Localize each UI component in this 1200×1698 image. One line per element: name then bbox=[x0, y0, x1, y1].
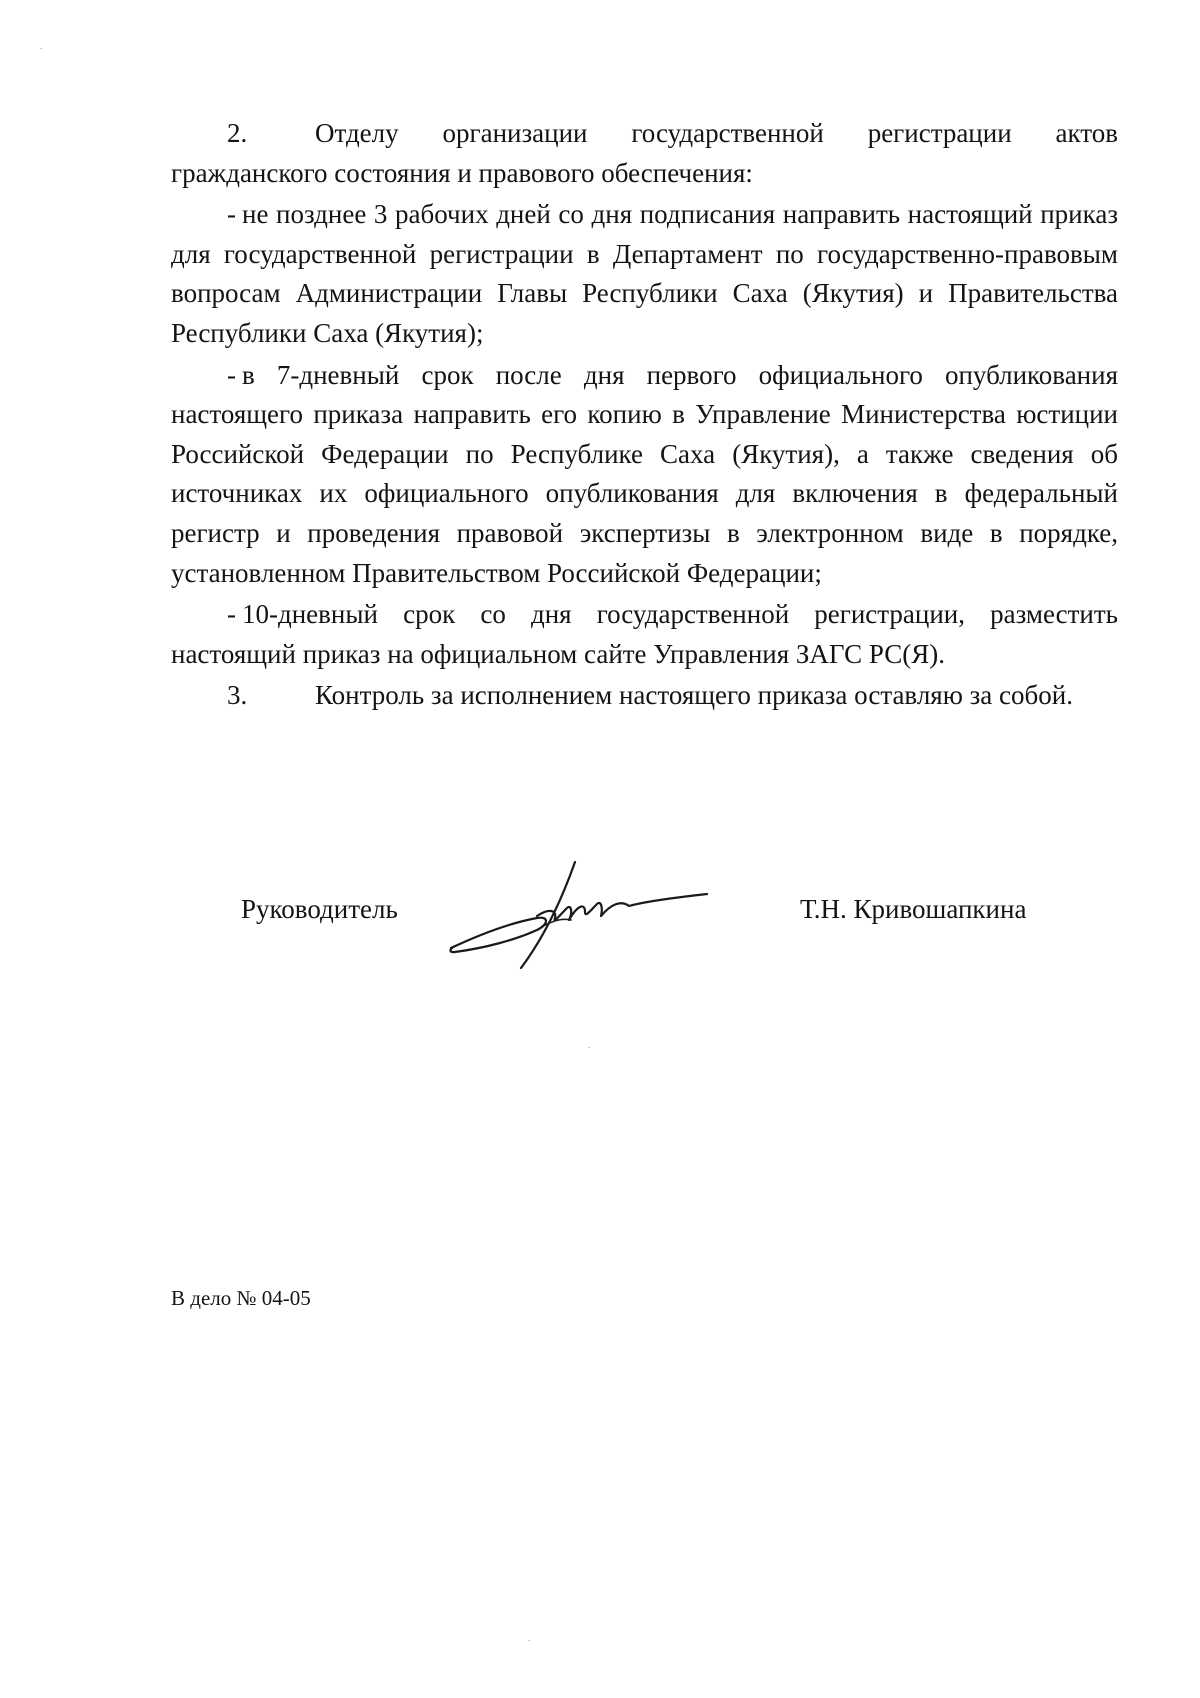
bullet-text: 10-дневный срок со дня государственной регистрации, разместить настоящий приказ на официальном сайте Управления ЗАГС РС(Я). bbox=[171, 599, 1118, 669]
item-number: 2. bbox=[227, 118, 248, 148]
paragraph-bullet-1 bbox=[171, 195, 1118, 353]
item-number: 3. bbox=[227, 680, 248, 711]
dash-mark: - bbox=[227, 599, 236, 630]
dash-mark: - bbox=[227, 359, 236, 390]
signature-block bbox=[0, 860, 1200, 980]
file-reference: В дело № 04-05 bbox=[171, 1286, 311, 1310]
scan-speck bbox=[40, 48, 42, 49]
paragraph-item-3 bbox=[171, 676, 1118, 716]
scan-speck bbox=[588, 1047, 590, 1048]
signatory-name: Т.Н. Кривошапкина bbox=[800, 894, 1027, 924]
paragraph-bullet-2 bbox=[171, 356, 1118, 594]
bullet-text: не позднее 3 рабочих дней со дня подписания направить настоящий приказ для государственной регистрации в Департамент по государственно-правовым вопросам Администрации Главы Республики Саха (Якутия) и Правительства Республики Саха (Якутия); bbox=[171, 199, 1118, 348]
signatory-title: Руководитель bbox=[241, 894, 398, 924]
item-text: Контроль за исполнением настоящего приказа оставляю за собой. bbox=[315, 680, 1073, 711]
scan-speck bbox=[528, 1640, 530, 1641]
item-text: Отделу организации государственной регистрации актов гражданского состояния и правового обеспечения: bbox=[171, 118, 1118, 188]
bullet-text: в 7-дневный срок после дня первого официального опубликования настоящего приказа направить его копию в Управление Министерства юстиции Российской Федерации по Республике Саха (Якутия), а также сведения об источниках их официального опубликования для включения в федеральный регистр и проведения правовой экспертизы в электронном виде в порядке, установленном Правительством Российской Федерации; bbox=[171, 359, 1118, 588]
document-body bbox=[171, 114, 1118, 716]
dash-mark: - bbox=[227, 199, 236, 230]
handwritten-signature bbox=[445, 860, 710, 970]
paragraph-bullet-3 bbox=[171, 595, 1118, 674]
paragraph-item-2 bbox=[171, 114, 1118, 193]
